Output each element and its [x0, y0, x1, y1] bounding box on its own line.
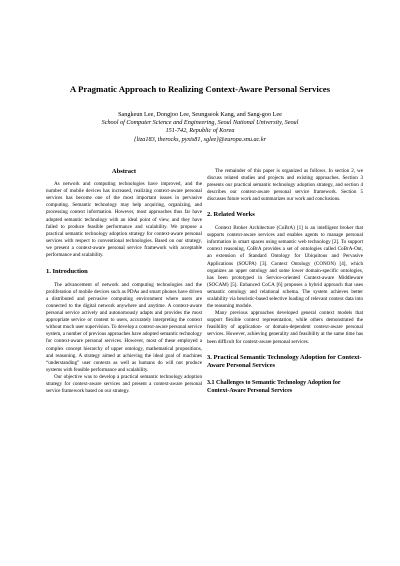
related-paragraph-2: Many previous approaches developed general context models that support flexible context representation, while others demonstrated the feasibility of application- or domain-dependent context-aware personal services. However, achieving generality and feasibility at the same time has been difficult for context-aware personal services. [207, 310, 363, 345]
subsection-3-1-heading: 3.1 Challenges to Semantic Technology Adoption for Context-Aware Personal Services [207, 379, 341, 394]
author-affiliation: School of Computer Science and Engineering, Seoul National University, Seoul [101, 119, 299, 127]
related-paragraph-1: Context Broker Architecture (CoBrA) [1] is an intelligent broker that supports context-aware services and enables agents to manage personal information in smart spaces using semantic web technology [2]. To support context reasoning, CoBrA provides a set of ontologies called CoBrA-Ont, an extension of Standard Ontology for Ubiquitous and Pervasive Applications (SOUPA) [3]. Context Ontology (CONON) [4], which organizes an upper ontology and some lower domain-specific ontologies, has been prototyped in Service-oriented Context-aware Middleware (SOCAM) [5]. Enhanced CoCA [6] proposes a hybrid approach that uses semantic ontology and relational schema. The system achieves better scalability via heuristic-based selective loading of relevant context data into the reasoning module. [207, 225, 363, 310]
author-address: 151-742, Republic of Korea [165, 127, 235, 135]
paper-title: A Pragmatic Approach to Realizing Context-Aware Personal Services [69, 84, 331, 94]
author-block [0, 111, 400, 144]
author-emails: {liza183, therocks, pyxis81, sglee}@europa.snu.ac.kr [133, 135, 267, 143]
author-names: Sangkeun Lee, Dongjoo Lee, Seungseok Kang, and Sang-goo Lee [118, 111, 282, 118]
left-column [46, 168, 202, 395]
intro-heading: 1. Introduction [46, 268, 88, 276]
intro-paragraph-1: The advancement of network and computing technologies and the proliferation of mobile devices such as PDAs and smart phones have driven a distributed and pervasive computing environment where users are connected to the digital network anywhere and anytime. A context-aware personal service actively and autonomously adapts and provides the most appropriate service or content to users, accurately interpreting the context without much user supervision. To develop a context-aware personal service system, a number of previous approaches have adopted semantic technology for context-aware personal services. However, most of these employed a complex concept hierarchy of upper ontology, mathematical propositions, and reasoning. A strategy aimed at achieving the ideal goal of machines “understanding” user contexts as well as humans do will not produce systems with feasible performance and scalability. [46, 281, 202, 373]
abstract-heading: Abstract [111, 168, 137, 175]
abstract-text: As network and computing technologies have improved, and the number of mobile devices has increased, realizing context-aware personal services has become one of the most important issues in pervasive computing. Semantic technology may help acquiring, organizing, and processing context information. However, most approaches thus far have adopted semantic technology with an ideal point of view, and they have failed to produce feasible performance and scalability. We propose a practical semantic technology adoption strategy for context-aware personal services with respect to conventional technologies. Based on our strategy, we present a context-aware personal service framework with acceptable performance and scalability. [46, 181, 202, 259]
section-3-heading: 3. Practical Semantic Technology Adoption for Context-Aware Personal Services [207, 353, 362, 370]
related-works-heading: 2. Related Works [207, 211, 255, 219]
intro-paragraph-3: The remainder of this paper is organized as follows. In section 2, we discuss related studies and projects and existing approaches. Section 3 presents our practical semantic technology adoption strategy, and section 4 describes our context-aware personal service framework. Section 5 discusses future work and summarizes our work and conclusions. [207, 168, 363, 203]
right-column [207, 168, 363, 395]
intro-paragraph-2: Our objective was to develop a practical semantic technology adoption strategy for context-aware services and present a context-aware personal service framework based on our strategy. [46, 373, 202, 395]
